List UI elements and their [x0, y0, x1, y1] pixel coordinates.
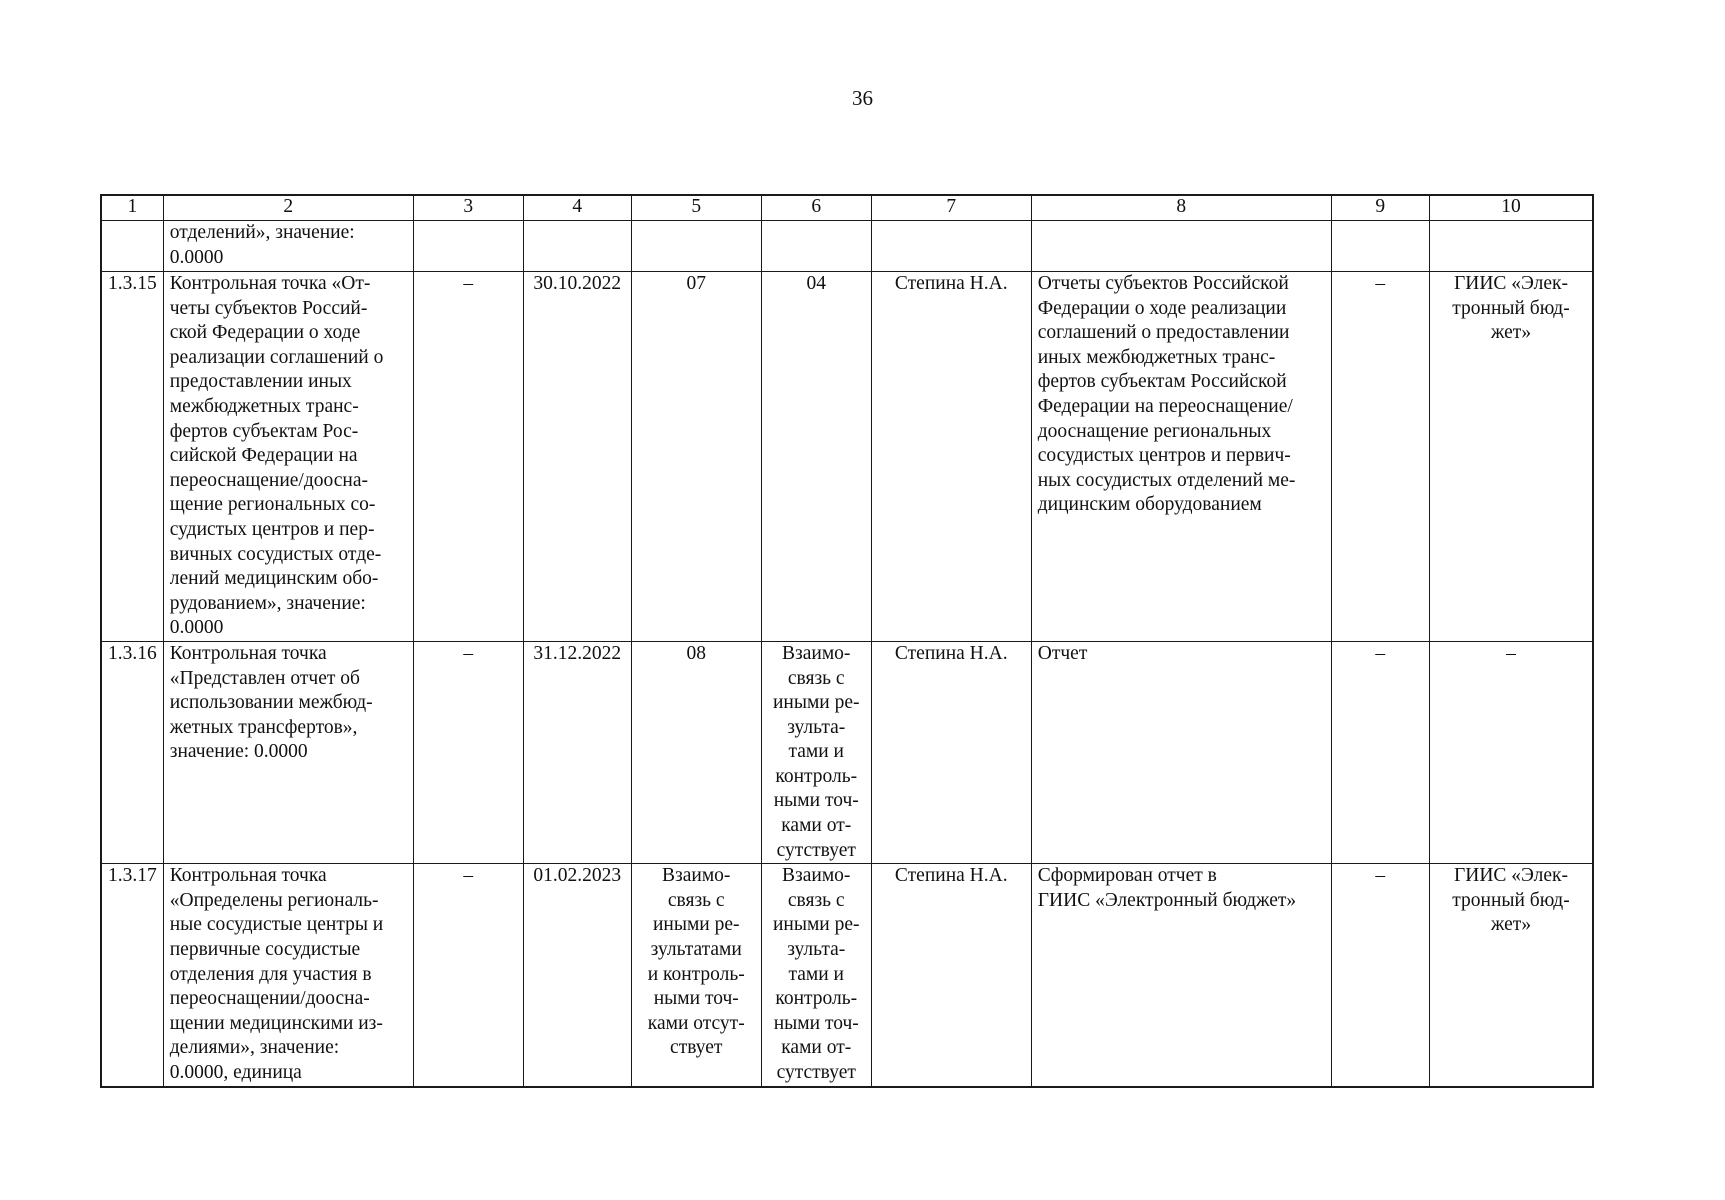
- row-number: 1.3.17: [101, 864, 163, 1087]
- row-number: 1.3.15: [101, 272, 163, 642]
- cell-col6: Взаимо- связь с иными ре- зульта- тами и контроль- ными точ- ками от- сутствует: [761, 641, 871, 863]
- cell-col6: Взаимо- связь с иными ре- зульта- тами и контроль- ными точ- ками от- сутствует: [761, 864, 871, 1087]
- cell-col3: [413, 221, 523, 272]
- information-system: ГИИС «Элек- тронный бюд- жет»: [1429, 272, 1593, 642]
- header-cell: 6: [761, 195, 871, 221]
- plan-table: [100, 194, 1594, 1088]
- information-system: ГИИС «Элек- тронный бюд- жет»: [1429, 864, 1593, 1087]
- checkpoint-description: Контрольная точка «Определены региональ- ные сосудистые центры и первичные сосудистые отделения для участия в переоснащении/доосна- щении медицинскими из- делиями», значение: 0.0000, единица: [163, 864, 413, 1087]
- cell-col5: 08: [631, 641, 761, 863]
- header-cell: 8: [1031, 195, 1331, 221]
- header-row: [101, 195, 1593, 221]
- result-document: Сформирован отчет в ГИИС «Электронный бюджет»: [1031, 864, 1331, 1087]
- responsible-person: Степина Н.А.: [871, 272, 1031, 642]
- result-document: Отчеты субъектов Российской Федерации о ходе реализации соглашений о предоставлении иных межбюджетных транс- фертов субъектам Российской Федерации на переоснащение/ дооснащение региональных сосудистых центров и первич- ных сосудистых отделений ме- дицинским оборудованием: [1031, 272, 1331, 642]
- deadline-date: 30.10.2022: [523, 272, 631, 642]
- responsible-person: Степина Н.А.: [871, 864, 1031, 1087]
- header-cell: 3: [413, 195, 523, 221]
- cell-col3: –: [413, 864, 523, 1087]
- cell-col9: –: [1331, 864, 1429, 1087]
- cell-col6: 04: [761, 272, 871, 642]
- result-document: [1031, 221, 1331, 272]
- header-cell: 5: [631, 195, 761, 221]
- information-system: [1429, 221, 1593, 272]
- cell-col9: –: [1331, 272, 1429, 642]
- cell-col5: 07: [631, 272, 761, 642]
- table-row: [101, 864, 1593, 1087]
- deadline-date: 31.12.2022: [523, 641, 631, 863]
- cell-col9: –: [1331, 641, 1429, 863]
- row-number: 1.3.16: [101, 641, 163, 863]
- row-number: [101, 221, 163, 272]
- cell-col5: Взаимо- связь с иными ре- зультатами и контроль- ными точ- ками отсут- ствует: [631, 864, 761, 1087]
- responsible-person: [871, 221, 1031, 272]
- header-cell: 10: [1429, 195, 1593, 221]
- checkpoint-description: Контрольная точка «Представлен отчет об использовании межбюд- жетных трансфертов», значение: 0.0000: [163, 641, 413, 863]
- cell-col3: –: [413, 272, 523, 642]
- header-cell: 9: [1331, 195, 1429, 221]
- table-row: [101, 221, 1593, 272]
- header-cell: 4: [523, 195, 631, 221]
- information-system: –: [1429, 641, 1593, 863]
- cell-col6: [761, 221, 871, 272]
- cell-col5: [631, 221, 761, 272]
- header-cell: 1: [101, 195, 163, 221]
- responsible-person: Степина Н.А.: [871, 641, 1031, 863]
- checkpoint-description: отделений», значение: 0.0000: [163, 221, 413, 272]
- page-number: 36: [852, 86, 873, 110]
- result-document: Отчет: [1031, 641, 1331, 863]
- header-cell: 7: [871, 195, 1031, 221]
- cell-col9: [1331, 221, 1429, 272]
- header-cell: 2: [163, 195, 413, 221]
- deadline-date: [523, 221, 631, 272]
- table-row: [101, 272, 1593, 642]
- deadline-date: 01.02.2023: [523, 864, 631, 1087]
- checkpoint-description: Контрольная точка «От- четы субъектов Россий- ской Федерации о ходе реализации соглашений о предоставлении иных межбюджетных транс- фертов субъектам Рос- сийской Федерации на переоснащение/доосна- щение региональных со- судистых центров и пер- вичных сосудистых отде- лений медицинским обо- рудованием», значение: 0.0000: [163, 272, 413, 642]
- cell-col3: –: [413, 641, 523, 863]
- table-row: [101, 641, 1593, 863]
